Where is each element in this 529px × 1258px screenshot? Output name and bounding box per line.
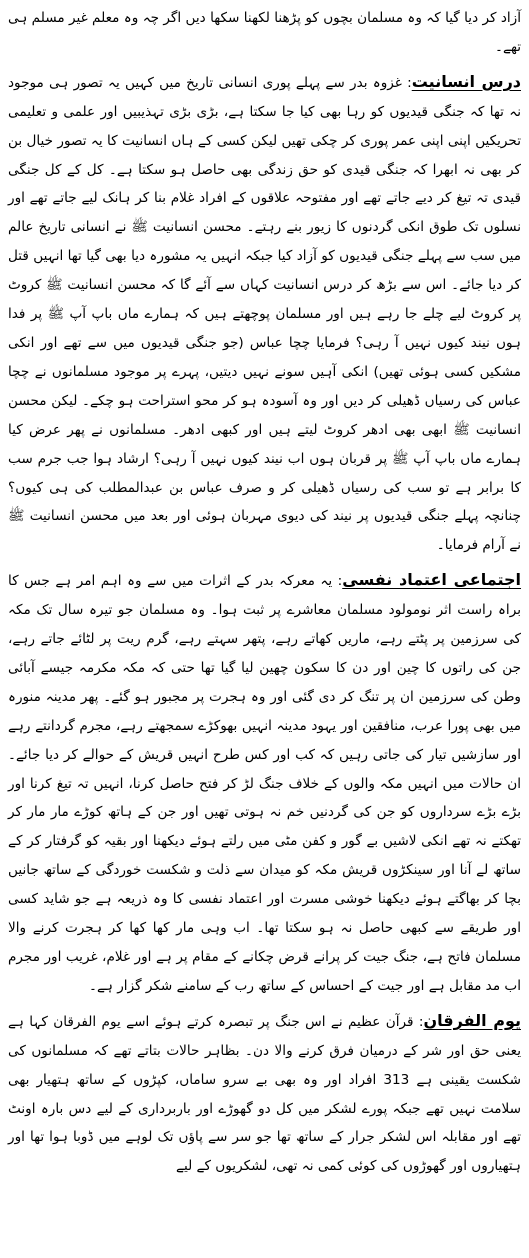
section-ijtimai-aitmad bbox=[8, 566, 521, 1001]
section-heading: درس انسانیت bbox=[411, 71, 521, 91]
section-body: : قرآن عظیم نے اس جنگ پر تبصرہ کرتے ہوئے اسے یوم الفرقان کہا ہے یعنی حق اور شر کے درمیان فرق کرنے والا دن۔ بظاہر حالات بتاتے تھے کہ مسلمانوں کی شکست یقینی ہے 313 افراد اور وہ بھی بے سرو ساماں، کپڑوں کے ساتھ ہتھیار بھی سلامت نہیں تھے جبکہ پورے لشکر میں کل دو گھوڑے اور باربرداری کے لیے دس بارہ اونٹ تھے اور مقابلہ اس لشکر جرار کے ساتھ تھا جو سر سے پاؤں تک لوہے میں ڈوبا ہوا تھا اور ہتھیاروں اور گھوڑوں کی کوئی کمی نہ تھی، لشکریوں کے لیے bbox=[8, 1013, 521, 1175]
section-yaum-ul-furqan bbox=[8, 1007, 521, 1181]
intro-text: آزاد کر دیا گیا کہ وہ مسلمان بچوں کو پڑھنا لکھنا سکھا دیں اگر چہ وہ معلم غیر مسلم ہی تھے۔ bbox=[8, 10, 521, 55]
section-body: : یہ معرکہ بدر کے اثرات میں سے وہ اہم امر ہے جس کا براہ راست اثر نومولود مسلمان معاشرے پر ثبت ہوا۔ وہ مسلمان جو تیرہ سال تک مکہ کی سرزمین پر پٹتے رہے، ماریں کھاتے رہے، پتھر سہتے رہے، گرم ریت پر لٹائے جاتے رہے، جن کی راتوں کا چین اور دن کا سکون چھین لیا گیا تھا حتی کہ مکہ مکرمہ جیسے آبائی وطن کی سرزمین ان پر تنگ کر دی گئی اور وہ ہجرت پر مجبور ہو گئے۔ پھر مدینہ منورہ میں بھی پورا عرب، منافقین اور یہود مدینہ انہیں بھوکڑے سمجھتے رہے، مجرم گردانتے رہے اور سازشیں تیار کی جاتی رہیں کہ کب اور کس طرح انہیں قریش کے حوالے کر دیا جائے۔ ان حالات میں انہیں مکہ والوں کے خلاف جنگ لڑ کر فتح حاصل کرنا، انہیں تہ تیغ کرنا اور بڑے بڑے سرداروں کو جن کی گردنیں خم نہ ہوتی تھیں اور جن کے ہاتھ کوڑے مار مار کر تھکتے نہ تھے انکی لاشیں بے گور و کفن مٹی میں رلتے ہوئے دیکھنا اور بقیہ کو گرفتار کر کے ساتھ لے آنا اور سینکڑوں قریش مکہ کو میدان سے ذلت و شکست خوردگی کے ساتھ جانیں بچا کر بھاگتے ہوئے دیکھنا خوشی مسرت اور اعتماد نفسی کا وہ ذریعہ ہے جو شاید کسی اور طریقے سے کبھی حاصل نہ ہو سکتا تھا۔ اب وہی مار کھا کھا کر ہجرت کرنے والا مسلمان فاتح ہے، جنگ جیت کر پرانے قرض چکانے کے مقام پر ہے اور غلام، غریب اور مجرم اب مد مقابل ہے اور جیت کے احساس کے ساتھ رب کے سامنے شکر گزار ہے۔ bbox=[8, 573, 521, 994]
section-dars-insaniyat bbox=[8, 68, 521, 560]
section-body: : غزوہ بدر سے پہلے پوری انسانی تاریخ میں کہیں یہ تصور ہی موجود نہ تھا کہ جنگی قیدیوں کو رہا بھی کیا جا سکتا ہے، بڑی بڑی تہذیبیں اور علمی و تعلیمی تحریکیں اپنی اپنی عمر پوری کر چکی تھیں لیکن کسی کے ہاں انسانیت کا یہ تصور خیال بن کر بھی نہ ابھرا کہ جنگی قیدی کو حق زندگی بھی حاصل ہو سکتا ہے۔ کل کے کل جنگی قیدی تہ تیغ کر دیے جاتے تھے اور مفتوحہ علاقوں کے افراد غلام بنا کر ہانک لیے جاتے تھے اور نسلوں تک طوق انکی گردنوں کا زیور بنے رہتے۔ محسن انسانیت ﷺ نے انسانی تاریخ عالم میں سب سے پہلے جنگی قیدیوں کو آزاد کیا جبکہ انہیں یہ مشورہ دیا بھی گیا تھا انہیں قتل کر دیا جائے۔ اس سے بڑھ کر درس انسانیت کہاں سے آئے گا کہ محسن انسانیت ﷺ کروٹ پر کروٹ لیے چلے جا رہے ہیں اور مسلمان پوچھتے ہیں کہ ہمارے ماں باپ آپ ﷺ پر فدا ہوں نیند کیوں نہیں آ رہی؟ فرمایا چچا عباس (جو جنگی قیدیوں میں سے تھے اور انکی مشکیں کسی ہوئی تھیں) انکی آہیں سونے نہیں دیتیں، پہرے پر موجود مسلمانوں نے چچا عباس کی رسیاں ڈھیلی کر دیں اور وہ آسودہ ہو کر محو استراحت ہو چکے۔ لیکن محسن انسانیت ﷺ ابھی بھی ادھر کروٹ لیتے ہیں اور کبھی ادھر۔ مسلمانوں نے پھر عرض کیا ہمارے ماں باپ آپ ﷺ پر قربان ہوں اب نیند کیوں نہیں آ رہی؟ ارشاد ہوا جب جرم سب کا برابر ہے تو سب کی رسیاں ڈھیلی کر و صرف عباس بن عبدالمطلب کی ہی کیوں؟ چنانچہ پہلے جنگی قیدیوں پر نیند کی دیوی مہربان ہوئی اور بعد میں محسن انسانیت ﷺ نے آرام فرمایا۔ bbox=[8, 74, 521, 554]
section-heading: اجتماعی اعتماد نفسی bbox=[342, 570, 522, 590]
intro-paragraph bbox=[8, 4, 521, 62]
section-heading: یوم الفرقان bbox=[423, 1010, 521, 1030]
